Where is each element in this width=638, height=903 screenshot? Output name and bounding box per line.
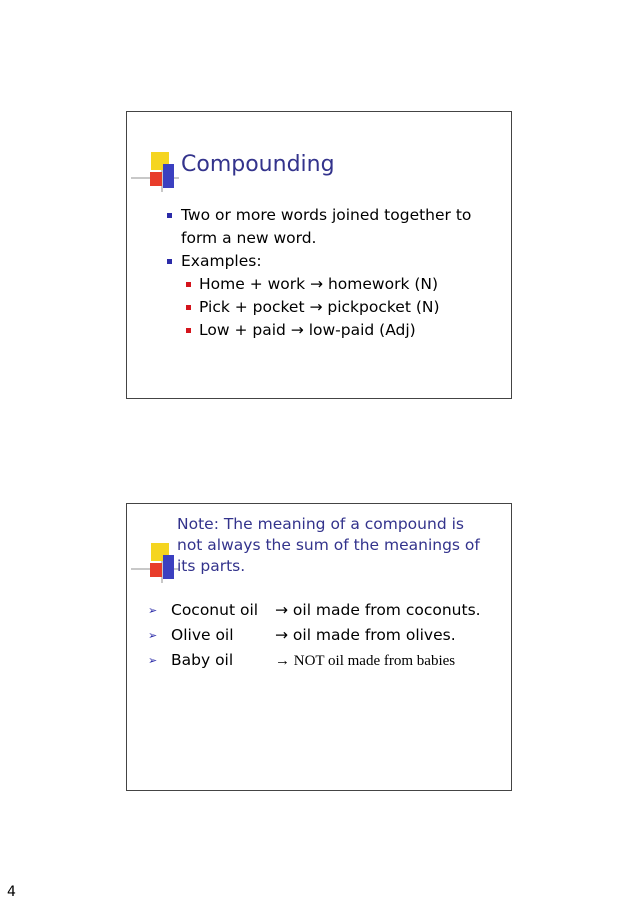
list-item: Low + paid → low-paid (Adj) — [165, 319, 495, 342]
list-item: Examples: — [165, 250, 495, 273]
arrow-bullet-icon: ➢ — [148, 654, 158, 667]
square-bullet-icon — [186, 282, 191, 287]
note-text: Note: The meaning of a compound is not always the sum of the meanings of its parts. — [177, 515, 480, 575]
square-bullet-icon — [186, 328, 191, 333]
slide-compounding — [126, 111, 512, 399]
page-number: 4 — [7, 884, 16, 900]
slide-compound-meaning — [126, 503, 512, 791]
list-item: Home + work → homework (N) — [165, 273, 495, 296]
square-bullet-icon — [167, 213, 172, 218]
list-item: ➢ Baby oil → NOT oil made from babies — [145, 648, 481, 673]
square-bullet-icon — [186, 305, 191, 310]
arrow-bullet-icon: ➢ — [148, 604, 158, 617]
list-item: Pick + pocket → pickpocket (N) — [165, 296, 495, 319]
arrow-bullet-icon: ➢ — [148, 629, 158, 642]
list-item: ➢ Coconut oil → oil made from coconuts. — [145, 598, 481, 623]
bullet-list — [165, 204, 495, 342]
list-item: Two or more words joined together to form a new word. — [165, 204, 495, 250]
list-item: ➢ Olive oil → oil made from olives. — [145, 623, 481, 648]
square-bullet-icon — [167, 259, 172, 264]
slide-title: Compounding — [181, 152, 335, 177]
compound-list — [145, 598, 481, 673]
